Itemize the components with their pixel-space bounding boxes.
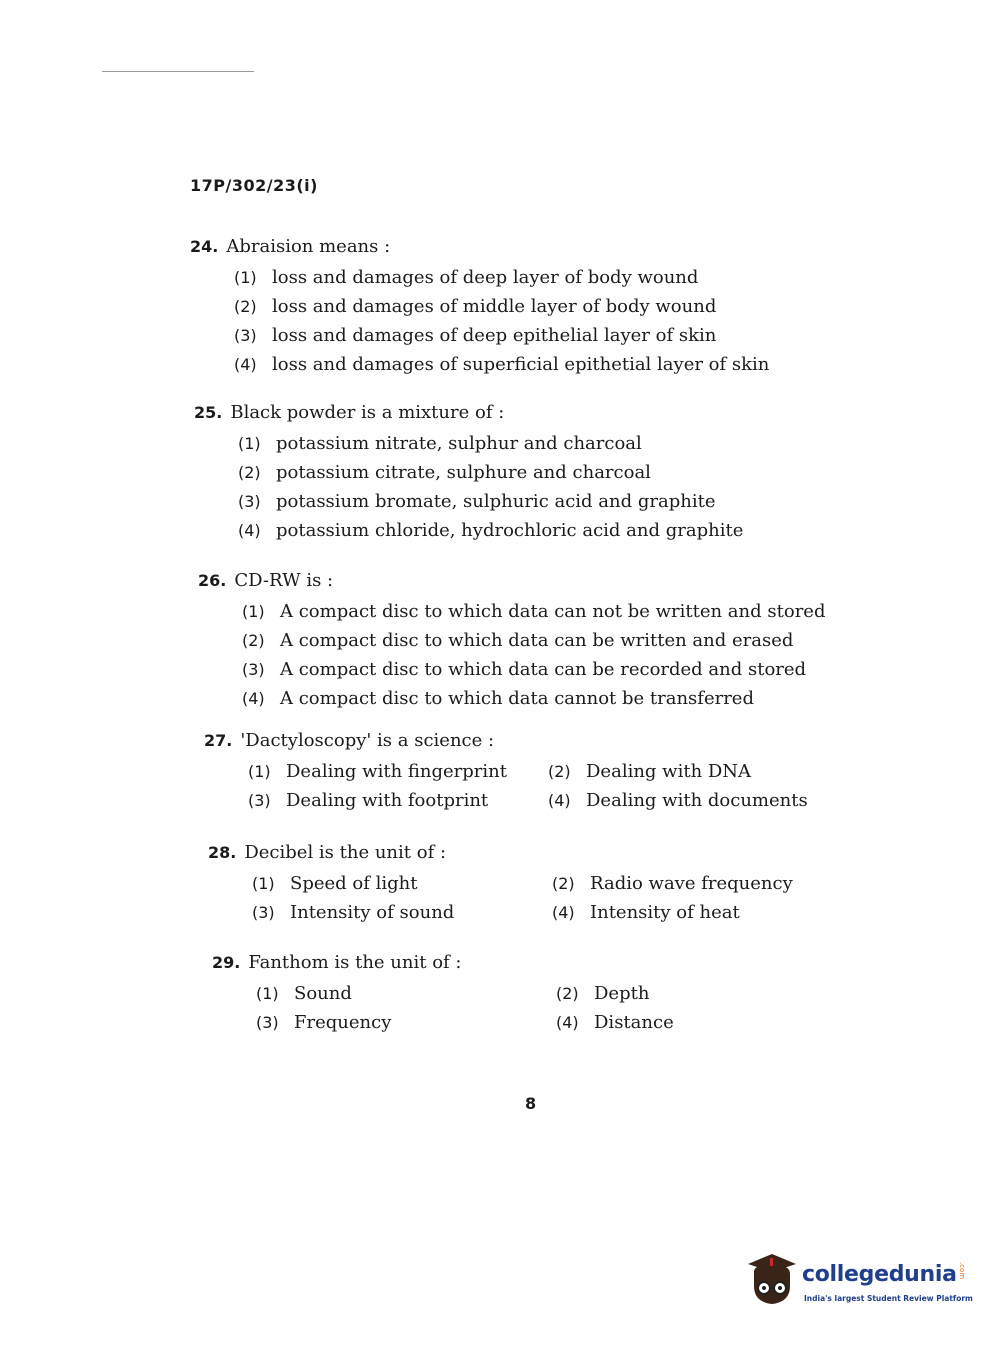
option-1: (1) Speed of light: [252, 873, 418, 894]
option-1: (1) A compact disc to which data can not be written and stored: [242, 601, 826, 622]
option-3: (3) potassium bromate, sulphuric acid and graphite: [238, 491, 716, 512]
options-grid: [252, 869, 852, 927]
option-4: (4) A compact disc to which data cannot be transferred: [242, 688, 754, 709]
option-3: (3) Dealing with footprint: [248, 790, 489, 811]
question-stem: 27. 'Dactyloscopy' is a science :: [204, 730, 495, 751]
question-24: [190, 236, 769, 379]
top-rule: [102, 71, 254, 72]
option-1: (1) potassium nitrate, sulphur and charcoal: [238, 433, 642, 454]
question-29: [212, 952, 856, 1037]
page-number: 8: [525, 1094, 537, 1113]
question-stem: 24. Abraision means :: [190, 236, 391, 257]
option-4: (4) Intensity of heat: [552, 902, 740, 923]
question-28: [208, 842, 852, 927]
option-4: (4) Dealing with documents: [548, 790, 808, 811]
options-grid: [256, 979, 856, 1037]
collegedunia-watermark: [744, 1250, 974, 1312]
option-4: (4) potassium chloride, hydrochloric acid and graphite: [238, 520, 744, 541]
option-2: (2) Dealing with DNA: [548, 761, 752, 782]
option-4: (4) loss and damages of superficial epithetial layer of skin: [234, 354, 770, 375]
question-26: [198, 570, 825, 713]
question-stem: 25. Black powder is a mixture of :: [194, 402, 505, 423]
paper-code: 17P/302/23(i): [190, 176, 318, 195]
option-2: (2) Depth: [556, 983, 650, 1004]
option-3: (3) loss and damages of deep epithelial layer of skin: [234, 325, 717, 346]
option-2: (2) loss and damages of middle layer of body wound: [234, 296, 717, 317]
option-4: (4) Distance: [556, 1012, 674, 1033]
options-grid: [248, 757, 848, 815]
option-3: (3) A compact disc to which data can be recorded and stored: [242, 659, 807, 680]
question-25: [194, 402, 743, 545]
option-1: (1) Dealing with fingerprint: [248, 761, 507, 782]
brand-suffix: .com: [958, 1262, 966, 1280]
brand-name: collegedunia: [802, 1262, 957, 1287]
option-2: (2) Radio wave frequency: [552, 873, 793, 894]
option-1: (1) loss and damages of deep layer of body wound: [234, 267, 699, 288]
option-1: (1) Sound: [256, 983, 352, 1004]
question-stem: 28. Decibel is the unit of :: [208, 842, 447, 863]
brand-tagline: India's largest Student Review Platform: [804, 1294, 973, 1303]
question-stem: 26. CD-RW is :: [198, 570, 334, 591]
option-3: (3) Intensity of sound: [252, 902, 455, 923]
question-27: [204, 730, 848, 815]
option-2: (2) A compact disc to which data can be written and erased: [242, 630, 794, 651]
option-2: (2) potassium citrate, sulphure and charcoal: [238, 462, 651, 483]
question-stem: 29. Fanthom is the unit of :: [212, 952, 462, 973]
option-3: (3) Frequency: [256, 1012, 392, 1033]
mascot-icon: [744, 1250, 800, 1310]
